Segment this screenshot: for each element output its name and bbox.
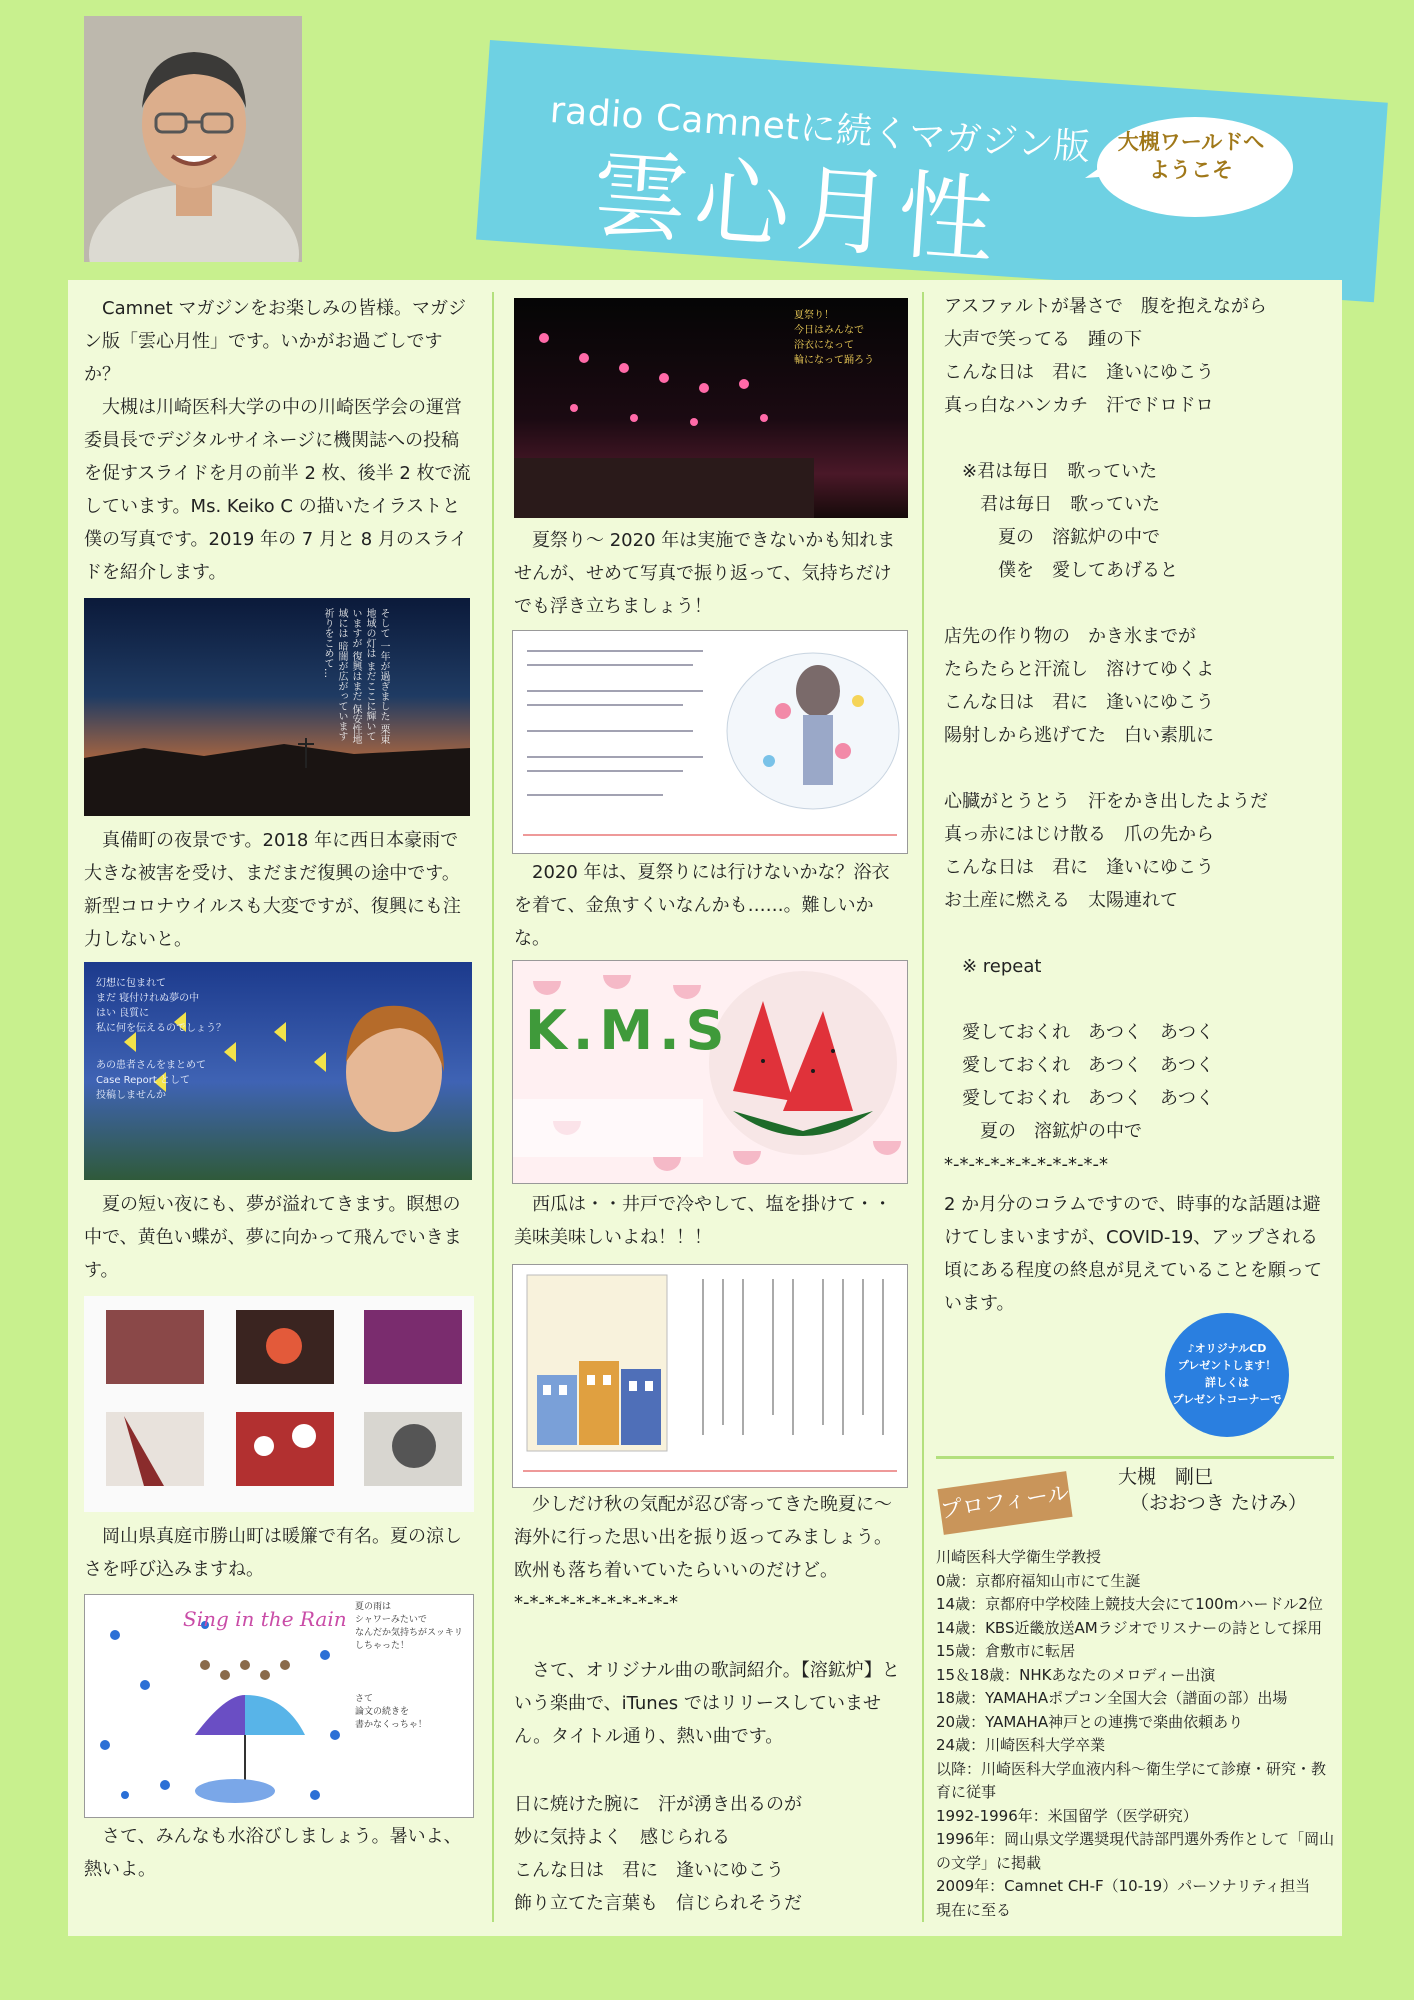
slide-europe-memory <box>512 1264 908 1488</box>
profile-item: 14歳：京都府中学校陸上競技大会にて100mハードル2位 <box>936 1595 1323 1613</box>
lyric-line: たらたらと汗流し 溶けてゆくよ <box>944 659 1214 680</box>
lyric-line: 愛しておくれ あつく あつく <box>944 1055 1214 1076</box>
lyric-line: 心臓がとうとう 汗をかき出したようだ <box>944 791 1268 812</box>
caption-europe-text: 少しだけ秋の気配が忍び寄ってきた晩夏に～海外に行った思い出を振り返ってみましょう。欧州も落ち着いていたらいいのだけど。 <box>514 1494 892 1581</box>
profile-divider <box>936 1456 1334 1459</box>
slide-rain-line-3: なんだか気持ちがスッキリしちゃった！ <box>355 1628 463 1651</box>
slide-dream-butterfly <box>84 962 472 1180</box>
author-photo <box>84 16 302 262</box>
profile-item: 0歳：京都府福知山市にて生誕 <box>936 1571 1141 1590</box>
lyric-line: ※ repeat <box>944 956 1042 977</box>
caption-rain <box>84 1820 476 1886</box>
cd-present-badge[interactable] <box>1162 1310 1292 1440</box>
column-divider-2 <box>922 292 924 1922</box>
lyric-line: こんな日は 君に 逢いにゆこう <box>944 692 1214 713</box>
lyric-line: 店先の作り物の かき氷までが <box>944 626 1196 647</box>
lyrics-part-2 <box>944 290 1336 1181</box>
profile-tag: プロフィール <box>937 1471 1072 1535</box>
slide-dream-line-6: Case Report として <box>96 1075 190 1086</box>
caption-rain-text: さて、みんなも水浴びしましょう。暑いよ、熱いよ。 <box>84 1826 462 1880</box>
lyric-line: 僕を 愛してあげると <box>944 560 1178 581</box>
caption-festival-text: 夏祭り～ 2020 年は実施できないかも知れませんが、せめて写真で振り返って、気持ちだけでも浮き立ちましょう！ <box>514 530 896 617</box>
slide-dream-line-1: 幻想に包まれて <box>96 978 166 989</box>
lyric-line: お土産に燃える 太陽連れて <box>944 890 1178 911</box>
slide-noren-curtains <box>84 1296 474 1512</box>
slide-night-line-7: 暗闇が広がっています <box>336 641 347 742</box>
profile-item: 1992-1996年：米国留学（医学研究） <box>936 1806 1198 1825</box>
lyric-line <box>944 422 1336 455</box>
closing-note <box>944 1188 1336 1320</box>
lyric-line <box>944 917 1336 950</box>
profile-item: 15＆18歳：NHKあなたのメロディー出演 <box>936 1665 1216 1684</box>
slide-rain-line-6: 書かなくっちゃ！ <box>355 1720 427 1730</box>
caption-noren <box>84 1520 476 1586</box>
lyrics-part-1 <box>514 1788 906 1920</box>
cd-badge-line-1: ♪オリジナルCD <box>1187 1342 1267 1355</box>
caption-noren-text: 岡山県真庭市勝山町は暖簾で有名。夏の涼しさを呼び込みますね。 <box>84 1526 462 1580</box>
slide-rain-line-1: 夏の雨は <box>355 1602 392 1612</box>
profile-item: 川崎医科大学衛生学教授 <box>936 1548 1102 1566</box>
caption-dream-text: 夏の短い夜にも、夢が溢れてきます。瞑想の中で、黄色い蝶が、夢に向かって飛んでいきます。 <box>84 1194 462 1281</box>
profile-item: 2009年：Camnet CH-F（10-19）パーソナリティ担当 <box>936 1877 1311 1895</box>
slide-fest-line-1: 夏祭り！ <box>794 310 834 321</box>
slide-night-line-5: 復興はまだ <box>350 651 361 702</box>
bubble-line-1: 大槻ワールドへ <box>1117 130 1265 154</box>
slide-rain-title: Sing in the Rain <box>183 1607 347 1631</box>
lyric-line: 夏の 溶鉱炉の中で <box>944 527 1160 548</box>
slide-night-line-2: 一年が過ぎました <box>378 641 389 722</box>
profile-item: 1996年：岡山県文学選奨現代詩部門選外秀作として「岡山の文学」に掲載 <box>936 1830 1335 1872</box>
profile-item: 以降：川崎医科大学血液内科～衛生学にて診療・研究・教育に従事 <box>936 1759 1327 1801</box>
lyric-line: 飾り立てた言葉も 信じられそうだ <box>514 1893 802 1914</box>
caption-festival <box>514 524 906 623</box>
lyric-line: こんな日は 君に 逢いにゆこう <box>944 362 1214 383</box>
lyric-line: 真っ赤にはじけ散る 爪の先から <box>944 824 1214 845</box>
caption-dream <box>84 1188 476 1287</box>
lyric-line: アスファルトが暑さで 腹を抱えながら <box>944 296 1267 317</box>
slide-fest-line-4: 輪になって踊ろう <box>794 355 874 366</box>
caption-night-view <box>84 824 476 956</box>
slide-night-line-3: 栗東地域の灯は <box>364 608 389 745</box>
magazine-title: 雲心月性 <box>588 137 1004 279</box>
slide-dream-line-7: 投稿しませんか <box>96 1090 166 1101</box>
lyric-line: 陽射しから逃げてた 白い素肌に <box>944 725 1214 746</box>
caption-yukata-text: 2020 年は、夏祭りには行けないかな？浴衣を着て、金魚すくいなんかも……。難しいかな。 <box>514 862 890 949</box>
caption-night-text: 真備町の夜景です。2018 年に西日本豪雨で大きな被害を受け、まだまだ復興の途中です。新型コロナウイルスも大変ですが、復興にも注力しないと。 <box>84 830 461 950</box>
lyric-line: こんな日は 君に 逢いにゆこう <box>514 1860 784 1881</box>
lyric-line <box>944 752 1336 785</box>
lyric-line: 愛しておくれ あつく あつく <box>944 1022 1214 1043</box>
column-divider-1 <box>492 292 494 1922</box>
lyric-line: 真っ白なハンカチ 汗でドロドロ <box>944 395 1214 416</box>
slide-fest-line-2: 今日はみんなで <box>794 325 864 336</box>
lyric-line: こんな日は 君に 逢いにゆこう <box>944 857 1214 878</box>
cd-badge-line-4: プレゼントコーナーで <box>1172 1393 1282 1406</box>
caption-watermelon <box>514 1188 906 1254</box>
song-intro-text: さて、オリジナル曲の歌詞紹介。【溶鉱炉】という楽曲で、iTunes ではリリースしていません。タイトル通り、熱い曲です。 <box>514 1660 900 1747</box>
banner-subtitle: radio Camnetに続くマガジン版 <box>548 89 1092 169</box>
slide-night-view <box>84 598 470 816</box>
lyric-line: 大声で笑ってる 踵の下 <box>944 329 1142 350</box>
lyric-line <box>944 587 1336 620</box>
profile-list <box>936 1546 1338 1922</box>
intro-paragraph-1: Camnet マガジンをお楽しみの皆様。マガジン版「雲心月性」です。いかがお過ごしですか？ <box>84 298 466 385</box>
author-name: 大槻 剛巳 <box>1118 1466 1214 1488</box>
lyric-line: 日に焼けた腕に 汗が湧き出るのが <box>514 1794 802 1815</box>
profile-item: 15歳：倉敷市に転居 <box>936 1642 1076 1660</box>
profile-item: 14歳：KBS近畿放送AMラジオでリスナーの詩として採用 <box>936 1618 1323 1637</box>
lyric-line: ※君は毎日 歌っていた <box>944 461 1158 482</box>
cd-badge-line-3: 詳しくは <box>1205 1376 1249 1389</box>
slide-dream-line-3: はい 良質に <box>96 1008 150 1019</box>
lyric-line: *-*-*-*-*-*-*-*-*-*-* <box>944 1154 1108 1175</box>
slide-night-line-1: そして <box>378 608 389 638</box>
profile-item: 24歳：川崎医科大学卒業 <box>936 1736 1106 1754</box>
slide-dream-line-2: まだ 寝付けれぬ夢の中 <box>96 993 200 1004</box>
slide-dream-line-4: 私に何を伝えるのでしょう？ <box>96 1023 226 1034</box>
slide-summer-festival <box>514 298 908 518</box>
slide-rain-line-2: シャワーみたいで <box>355 1615 427 1625</box>
slide-rain-line-5: 論文の続きを <box>355 1707 410 1717</box>
caption-yukata <box>514 856 906 955</box>
song-intro <box>514 1654 906 1753</box>
separator-text: *-*-*-*-*-*-*-*-*-*-* <box>514 1592 678 1613</box>
slide-rain-line-4: さて <box>355 1694 374 1704</box>
lyric-line: 妙に気持よく 感じられる <box>514 1827 730 1848</box>
lyric-line: 夏の 溶鉱炉の中で <box>944 1121 1142 1142</box>
profile-item: 現在に至る <box>936 1900 1012 1919</box>
column-1-intro <box>84 292 476 589</box>
cd-badge-line-2: プレゼントします！ <box>1177 1359 1277 1372</box>
lyric-line: 愛しておくれ あつく あつく <box>944 1088 1214 1109</box>
bubble-line-2: ようこそ <box>1149 158 1233 182</box>
closing-text: 2 か月分のコラムですので、時事的な話題は避けてしまいますが、COVID-19、アップされる頃にある程度の終息が見えていることを願っています。 <box>944 1194 1322 1314</box>
slide-yukata-goldfish <box>512 630 908 854</box>
intro-paragraph-2: 大槻は川崎医科大学の中の川崎医学会の運営委員長でデジタルサイネージに機関誌への投稿を促すスライドを月の前半 2 枚、後半 2 枚で流しています。Ms. Keiko C の描いたイラストと僕の写真です。2019 年の 7 月と 8 月のスライドを紹介します。 <box>84 397 471 583</box>
slide-sing-in-the-rain <box>84 1594 474 1818</box>
profile-item: 20歳：YAMAHA神戸との連携で楽曲依頼あり <box>936 1712 1244 1731</box>
lyric-line: 君は毎日 歌っていた <box>944 494 1160 515</box>
slide-night-line-6: 保安性地域には <box>336 608 361 745</box>
lyric-line <box>944 983 1336 1016</box>
author-name-reading: （おおつき たけみ） <box>1130 1492 1307 1514</box>
speech-bubble-text <box>1096 128 1286 184</box>
slide-watermelon <box>512 960 908 1184</box>
slide-kms-title: K.M.S <box>525 999 731 1062</box>
slide-night-line-4: まだここに輝いていますが <box>350 608 375 742</box>
slide-dream-line-5: あの患者さんをまとめて <box>96 1060 206 1071</box>
profile-item: 18歳：YAMAHAポプコン全国大会（譜面の部）出場 <box>936 1689 1288 1707</box>
separator-1 <box>514 1586 906 1619</box>
slide-night-line-8: 祈りをこめて… <box>322 608 333 678</box>
slide-fest-line-3: 浴衣になって <box>794 340 854 351</box>
caption-watermelon-text: 西瓜は・・井戸で冷やして、塩を掛けて・・美味美味しいよね！！！ <box>514 1194 892 1248</box>
caption-europe <box>514 1488 906 1587</box>
